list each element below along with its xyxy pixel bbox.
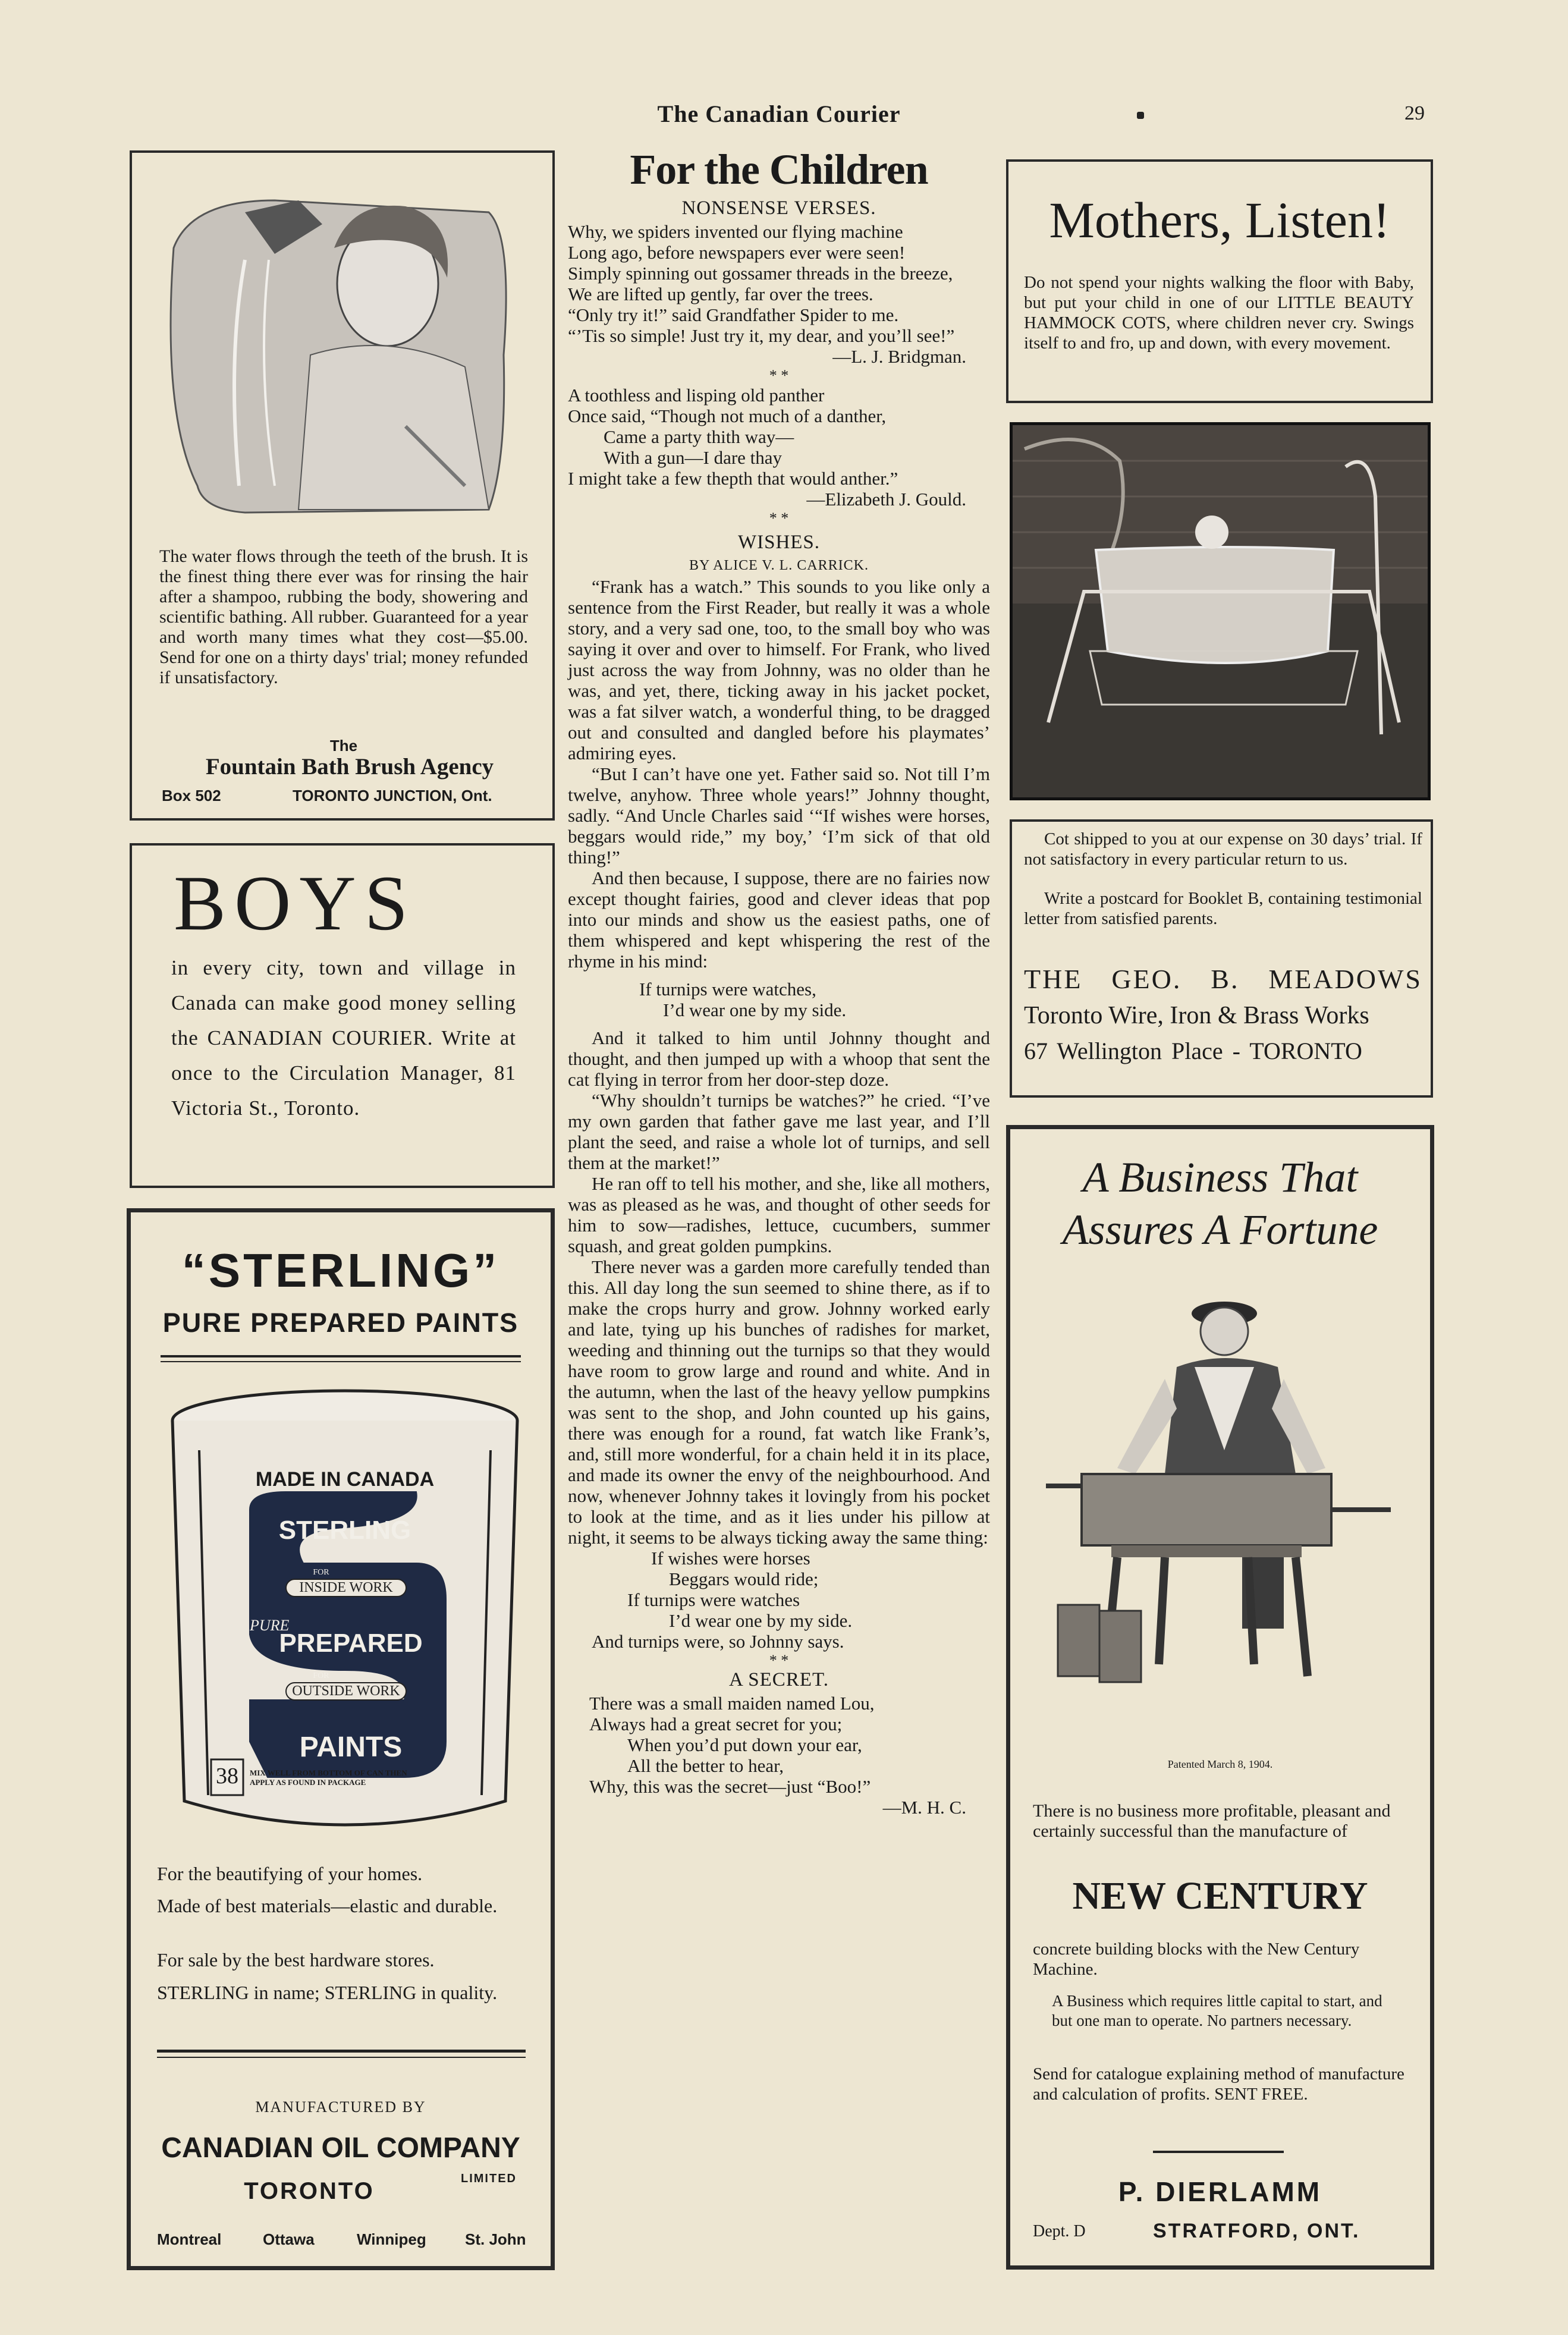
rhyme2-line4: I’d wear one by my side. — [669, 1610, 853, 1631]
wishes-byline: BY ALICE V. L. CARRICK. — [689, 558, 869, 573]
can-number: 38 — [216, 1764, 238, 1789]
page-number: 29 — [1404, 102, 1425, 124]
boys-text: in every city, town and village in Canada can make good money selling the CANADIAN COURIER. Write at once to the Circulation Manager, 81 Victoria St., Toronto. — [171, 956, 516, 1120]
cot-address: 67 Wellington Place - TORONTO — [1024, 1038, 1362, 1064]
verse1-line1: Why, we spiders invented our flying machine — [568, 221, 903, 242]
verse2-line1: A toothless and lisping old panther — [568, 385, 825, 406]
ad-fountain-brush — [130, 150, 555, 821]
secret-title: A SECRET. — [729, 1669, 829, 1690]
sterling-company: CANADIAN OIL COMPANY — [161, 2132, 520, 2164]
verse3-line2: Always had a great secret for you; — [589, 1714, 843, 1734]
cot-booklet-text: Write a postcard for Booklet B, containing testimonial letter from satisfied parents. — [1024, 889, 1422, 928]
hammock-cot-photo — [1010, 422, 1431, 800]
can-paints: PAINTS — [299, 1731, 403, 1763]
verse2-line4: With a gun—I dare thay — [604, 447, 783, 468]
can-pure: PURE — [250, 1617, 290, 1634]
for-the-children-column — [568, 146, 990, 1818]
separator-stars-2: * * — [769, 510, 789, 527]
business-title-2: Assures A Fortune — [1062, 1206, 1378, 1253]
business-dept: Dept. D — [1033, 2222, 1086, 2240]
separator-stars-1: * * — [769, 367, 789, 384]
sterling-branch-montreal: Montreal — [157, 2230, 222, 2248]
sterling-rule-bottom2 — [157, 2057, 526, 2058]
business-city: STRATFORD, ONT. — [1153, 2220, 1360, 2242]
ad-business-fortune — [1006, 1125, 1434, 2270]
wishes-para7: There never was a garden more carefully tended than this. All day long the sun seemed to shine there, as if to make the crops hurry and grow. Johnny worked early and late, tying up his bunches of radishes for market, weeding and thinning out the turnips so that they would have room to grow large and round and white. And in the autumn, when the last of the heavy yellow pumpkins was sent to the shop, and John counted up his gains, there was enough for a round, fat watch like Frank’s, and, still more wonderful, for a chain held it in its place, and made its owner the envy of the neighbourhood. And now, whenever Johnny takes it lovingly from his pocket to look at the time, and as it lies under his pillow at night, it seems to be always ticking away the same thing: — [568, 1256, 990, 1548]
can-prepared: PREPARED — [279, 1629, 423, 1658]
brush-company: Fountain Bath Brush Agency — [205, 754, 494, 780]
brush-box: Box 502 — [162, 787, 221, 804]
can-inside-work: INSIDE WORK — [285, 1579, 407, 1597]
can-outside-work: OUTSIDE WORK — [285, 1682, 407, 1701]
sterling-line1: For the beautifying of your homes. — [157, 1863, 423, 1884]
sterling-city: TORONTO — [244, 2178, 375, 2204]
sterling-title: “STERLING” — [181, 1244, 500, 1297]
ad-cot-info — [1010, 819, 1433, 1098]
brush-the: The — [329, 737, 358, 755]
wishes-para8: And turnips were, so Johnny says. — [592, 1631, 844, 1652]
cot-shipping-text: Cot shipped to you at our expense on 30 days’ trial. If not satisfactory in every particular return to us. — [1024, 829, 1422, 869]
cot-company: THE GEO. B. MEADOWS — [1024, 964, 1422, 994]
verse3-line5: Why, this was the secret—just “Boo!” — [589, 1776, 871, 1797]
brush-description: The water flows through the teeth of the brush. It is the finest thing there ever was for rinsing the hair after a shampoo, rubbing the body, showering and scientific bathing. All rubber. Guaranteed for a year and worth many times what they cost—$5.00. Send for one on a thirty days' trial; money refunded if unsatisfactory. — [159, 546, 528, 687]
sterling-manufactured-by: MANUFACTURED BY — [255, 2098, 426, 2116]
brush-address: TORONTO JUNCTION, Ont. — [293, 787, 492, 804]
can-small-print: MIX WELL FROM BOTTOM OF CAN THEN APPLY AS FOUND IN PACKAGE — [250, 1768, 407, 1787]
boys-title: BOYS — [174, 859, 417, 947]
verse1-line2: Long ago, before newspapers ever were seen! — [568, 242, 906, 263]
verse3-line4: All the better to hear, — [627, 1755, 784, 1776]
nonsense-verses-title: NONSENSE VERSES. — [681, 197, 876, 219]
children-heading: For the Children — [630, 146, 928, 193]
rhyme1-line2: I’d wear one by my side. — [663, 1000, 847, 1020]
ink-mark — [1137, 112, 1144, 119]
verse1-line3: Simply spinning out gossamer threads in the breeze, — [568, 263, 953, 284]
mothers-title: Mothers, Listen! — [1049, 191, 1390, 249]
business-text4: Send for catalogue explaining method of manufacture and calculation of profits. SENT FREE. — [1033, 2064, 1404, 2104]
ad-sterling — [127, 1208, 555, 2270]
verse1-line5: “Only try it!” said Grandfather Spider to me. — [568, 304, 899, 325]
sterling-line4: STERLING in name; STERLING in quality. — [157, 1982, 498, 2003]
rhyme2-line1: If wishes were horses — [651, 1548, 810, 1569]
rhyme2-line3: If turnips were watches — [627, 1589, 800, 1610]
can-for-outside: FOR — [313, 1671, 329, 1680]
ad-boys — [130, 843, 555, 1188]
wishes-title: WISHES. — [737, 532, 821, 553]
verse2-line5: I might take a few thepth that would anther.” — [568, 468, 898, 489]
block-machine-illustration — [1046, 1272, 1403, 1688]
wishes-para1: “Frank has a watch.” This sounds to you like only a sentence from the First Reader, but really it was a whole story, and a very sad one, too, to the small boy who was saying it over and over to himself. For Frank, who lived just across the way from Johnny, was no older than he was, and yet, there, ticking away in his jacket pocket, was a fat silver watch, a wonderful thing, to be dragged out and consulted and dangled before his playmates’ admiring eyes. — [568, 576, 990, 763]
rhyme2-line2: Beggars would ride; — [669, 1569, 819, 1589]
can-for-inside: FOR — [313, 1568, 329, 1577]
sterling-branch-winnipeg: Winnipeg — [357, 2230, 426, 2248]
sterling-limited: LIMITED — [461, 2172, 517, 2185]
wishes-para4: And it talked to him until Johnny thought and thought, and then jumped up with a whoop that sent the cat flying in terror from her door-step doze. — [568, 1027, 990, 1090]
business-title-1: A Business That — [1082, 1154, 1358, 1201]
rhyme1-line1: If turnips were watches, — [639, 979, 816, 1000]
sterling-line2: Made of best materials—elastic and durable. — [157, 1895, 498, 1916]
verse1-author: —L. J. Bridgman. — [832, 346, 966, 367]
verse3-line1: There was a small maiden named Lou, — [589, 1693, 875, 1714]
business-company: P. DIERLAMM — [1118, 2176, 1322, 2207]
running-head: The Canadian Courier — [657, 100, 901, 127]
can-made-in-canada: MADE IN CANADA — [255, 1468, 435, 1491]
ad-mothers-listen — [1006, 159, 1433, 403]
cot-works: Toronto Wire, Iron & Brass Works — [1024, 1002, 1369, 1029]
business-text1: There is no business more profitable, pleasant and certainly successful than the manufacture of — [1033, 1801, 1391, 1841]
separator-stars-3: * * — [769, 1652, 789, 1669]
wishes-para6: He ran off to tell his mother, and she, like all mothers, was as pleased as he was, and thought of other seeds for him to sow—radishes, lettuce, cucumbers, summer squash, and great golden pumpkins. — [568, 1173, 990, 1256]
sterling-subtitle: PURE PREPARED PAINTS — [162, 1308, 519, 1338]
cot-illustration — [1013, 425, 1428, 797]
business-patent: Patented March 8, 1904. — [1167, 1758, 1273, 1770]
verse2-author: —Elizabeth J. Gould. — [806, 489, 966, 510]
mothers-text: Do not spend your nights walking the floor with Baby, but put your child in one of our LITTLE BEAUTY HAMMOCK COTS, where children never cry. Swings itself to and fro, up and down, with every movement. — [1024, 273, 1414, 353]
verse2-line2: Once said, “Though not much of a danther, — [568, 406, 887, 426]
business-rule — [1153, 2151, 1284, 2153]
business-product: NEW CENTURY — [1072, 1874, 1368, 1918]
sterling-rule-top2 — [161, 1361, 521, 1362]
can-brand: STERLING — [278, 1516, 411, 1545]
wishes-para2: “But I can’t have one yet. Father said so. Not till I’m twelve, anyhow. Three whole years!” Johnny thought, sadly. “And Uncle Charles said ‘“If wishes were horses, beggars would ride,” my boy,’ ‘I’m sick of that old thing!” — [568, 763, 990, 868]
wishes-para3: And then because, I suppose, there are no fairies now except thought fairies, good and clever ideas that pop into our minds and show us the easiest paths, one of them whispered and kept whispering the rest of the rhyme in his mind: — [568, 868, 990, 972]
verse3-line3: When you’d put down your ear, — [627, 1734, 862, 1755]
shower-woman-illustration — [156, 177, 530, 516]
business-text2: concrete building blocks with the New Century Machine. — [1033, 1940, 1360, 1979]
sterling-rule-bottom — [157, 2050, 526, 2053]
sterling-branch-ottawa: Ottawa — [263, 2230, 315, 2248]
verse3-author: —M. H. C. — [882, 1797, 966, 1818]
verse1-line4: We are lifted up gently, far over the trees. — [568, 284, 873, 304]
wishes-para5: “Why shouldn’t turnips be watches?” he cried. “I’ve my own garden that father gave me last year, and I’ll plant the seed, and raise a whole lot of turnips, and sell them at the market!” — [568, 1090, 990, 1173]
verse1-line6: “’Tis so simple! Just try it, my dear, and you’ll see!” — [568, 325, 955, 346]
sterling-rule-top — [161, 1355, 521, 1357]
business-text3: A Business which requires little capital to start, and but one man to operate. No partners necessary. — [1052, 1992, 1382, 2029]
sterling-branch-stjohn: St. John — [465, 2230, 526, 2248]
verse2-line3: Came a party thith way— — [604, 426, 794, 447]
sterling-line3: For sale by the best hardware stores. — [157, 1949, 435, 1971]
